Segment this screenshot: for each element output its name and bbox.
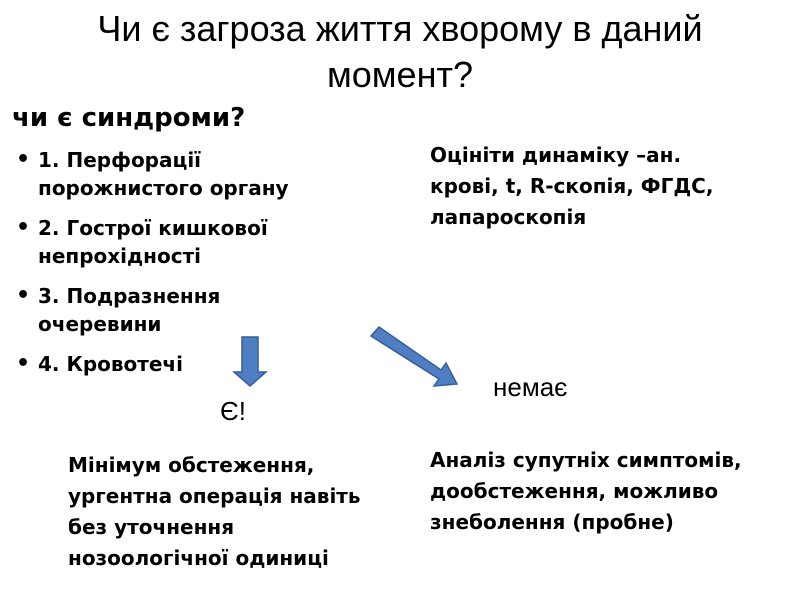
syndromes-question: чи є синдроми? [12,103,246,133]
down-arrow-icon [234,337,266,386]
syndrome-item: • 2. Гострої кишкової непрохідності [14,214,344,270]
yes-label: Є! [220,396,246,426]
syndrome-item: • 4. Кровотечі [14,350,344,378]
no-label: немає [493,372,568,402]
slide-title: Чи є загроза життя хворому в даний момент? [97,8,703,95]
syndrome-item: • 3. Подразнення очеревини [14,282,344,338]
no-action-text: Аналіз супутніх симптомів, дообстеження, можливо знеболення (пробне) [430,448,742,534]
dynamics-assessment-note: Оцініти динаміку –ан. крові, t, R-скопія, ФГДС, лапароскопія [430,143,714,229]
yes-action-text: Мінімум обстеження, ургентна операція навіть без уточнення нозоологічної одиниці [68,453,361,570]
syndrome-item: • 1. Перфорації порожнистого органу [14,146,344,202]
diagonal-arrow-icon [371,327,457,386]
